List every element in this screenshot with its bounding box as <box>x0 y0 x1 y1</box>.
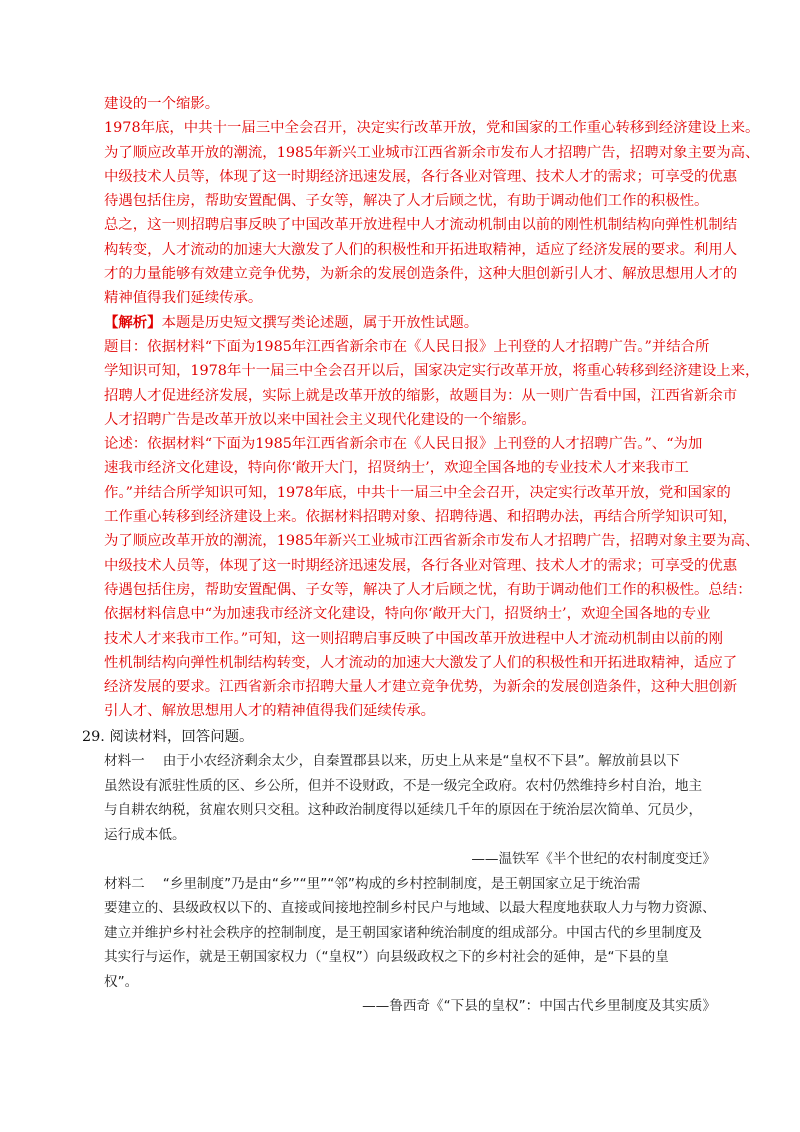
analysis-line: 为了顺应改革开放的潮流，1985年新兴工业城市江西省新余市发布人才招聘广告，招聘对象主要为高、 <box>104 533 760 550</box>
analysis-heading-line <box>104 311 716 335</box>
analysis-line: 招聘人才促进经济发展，实际上就是改革开放的缩影，故题目为：从一则广告看中国，江西省新余市 <box>104 387 738 404</box>
material-line: 与自耕农纳税，贫雇农则只交租。这种政治制度得以延续几千年的原因在于统治层次简单、冗员少， <box>104 802 703 819</box>
answer-line: 为了顺应改革开放的潮流，1985年新兴工业城市江西省新余市发布人才招聘广告，招聘对象主要为高、 <box>104 144 760 161</box>
analysis-tag: 【解析】 <box>104 313 162 331</box>
analysis-line: 待遇包括住房，帮助安置配偶、子女等，解决了人才后顾之忧，有助于调动他们工作的积极性。总结： <box>104 581 752 598</box>
analysis-line: 技术人才来我市工作。”可知，这一则招聘启事反映了中国改革开放进程中人才流动机制由以前的刚 <box>104 630 723 647</box>
answer-section <box>104 92 760 311</box>
analysis-line: 速我市经济文化建设，特向你‘敞开大门，招贤纳士’，欢迎全国各地的专业技术人才来我市工 <box>104 460 689 477</box>
analysis-line: 依据材料信息中“为加速我市经济文化建设，特向你‘敞开大门，招贤纳士’，欢迎全国各地的专业 <box>104 606 711 623</box>
analysis-line: 论述：依据材料“下面为1985年江西省新余市在《人民日报》上刊登的人才招聘广告。”、“为加 <box>104 436 703 453</box>
material-two <box>104 872 716 995</box>
analysis-intro: 本题是历史短文撰写类论述题，属于开放性试题。 <box>161 314 479 331</box>
material-line: 要建立的、县级政权以下的、直接或间接地控制乡村民户与地域、以最大程度地获取人力与物力资源、 <box>104 900 716 917</box>
material-line: 虽然设有派驻性质的区、乡公所，但并不设财政，不是一级完全政府。农村仍然维持乡村自治，地主 <box>104 777 703 794</box>
analysis-section <box>104 311 760 724</box>
material-line: 其实行与运作，就是王朝国家权力（“皇权”）向县级政权之下的乡村社会的延伸，是“下县的皇 <box>104 949 669 966</box>
material-line: 建立并维护乡村社会秩序的控制制度，是王朝国家诸种统治制度的组成部分。中国古代的乡里制度及 <box>104 924 703 941</box>
analysis-line: 作。”并结合所学知识可知，1978年底，中共十一届三中全会召开，决定实行改革开放，党和国家的 <box>104 484 731 501</box>
answer-line: 精神值得我们延续传承。 <box>104 290 263 307</box>
answer-line: 建设的一个缩影。 <box>104 96 220 112</box>
answer-line: 才的力量能够有效建立竞争优势，为新余的发展创造条件，这种大胆创新引人才、解放思想用人才的 <box>104 266 738 283</box>
page-content <box>82 92 760 1019</box>
analysis-line: 人才招聘广告是改革开放以来中国社会主义现代化建设的一个缩影。 <box>104 411 536 428</box>
answer-line: 中级技术人员等，体现了这一时期经济迅速发展，各行各业对管理、技术人才的需求；可享受的优惠 <box>104 168 738 185</box>
analysis-line: 性机制结构向弹性机制结构转变，人才流动的加速大大激发了人们的积极性和开拓进取精神，适应了 <box>104 654 738 671</box>
answer-line: 1978年底，中共十一届三中全会召开，决定实行改革开放，党和国家的工作重心转移到经济建设上来。 <box>104 120 760 137</box>
analysis-line: 经济发展的要求。江西省新余市招聘大量人才建立竞争优势，为新余的发展创造条件，这种大胆创新 <box>104 679 738 696</box>
material-one-source: ——温铁军《半个世纪的农村制度变迁》 <box>471 851 716 868</box>
analysis-line: 学知识可知，1978年十一届三中全会召开以后，国家决定实行改革开放，将重心转移到经济建设上来， <box>104 363 760 380</box>
material-one <box>104 749 716 847</box>
answer-line: 待遇包括住房，帮助安置配偶、子女等，解决了人才后顾之忧，有助于调动他们工作的积极性。 <box>104 193 709 210</box>
material-line: 权”。 <box>104 973 139 990</box>
analysis-line: 工作重心转移到经济建设上来。依据材料招聘对象、招聘待遇、和招聘办法，再结合所学知识可知， <box>104 509 738 526</box>
analysis-line: 引人才、解放思想用人才的精神值得我们延续传承。 <box>104 703 435 720</box>
material-two-source: ——鲁西奇《“下县的皇权”：中国古代乡里制度及其实质》 <box>362 998 716 1015</box>
answer-line: 总之，这一则招聘启事反映了中国改革开放进程中人才流动机制由以前的刚性机制结构向弹性机制结 <box>104 217 738 234</box>
analysis-line: 中级技术人员等，体现了这一时期经济迅速发展，各行各业对管理、技术人才的需求；可享受的优惠 <box>104 557 738 574</box>
material-line: 运行成本低。 <box>104 826 186 843</box>
analysis-line: 题目：依据材料“下面为1985年江西省新余市在《人民日报》上刊登的人才招聘广告。”并结合所 <box>104 338 710 355</box>
question-heading: 29. 阅读材料，回答问题。 <box>82 728 254 745</box>
material-line: 材料一 由于小农经济剩余太少，自秦置郡县以来，历史上从来是“皇权不下县”。解放前县以下 <box>104 753 680 770</box>
material-line: 材料二 “乡里制度”乃是由“乡”“里”“邻”构成的乡村控制制度，是王朝国家立足于统治需 <box>104 875 641 892</box>
answer-line: 构转变，人才流动的加速大大激发了人们的积极性和开拓进取精神，适应了经济发展的要求。利用人 <box>104 241 738 258</box>
